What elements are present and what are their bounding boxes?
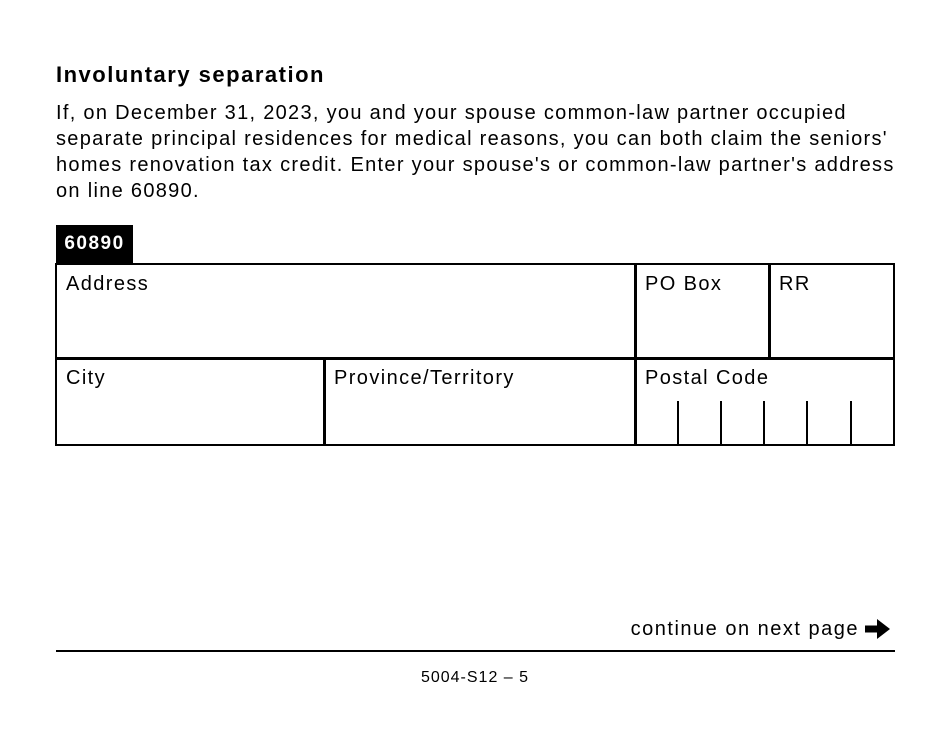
continue-text: continue on next page <box>630 617 859 640</box>
line-number-badge: 60890 <box>56 225 133 263</box>
province-field[interactable] <box>323 357 637 446</box>
province-label: Province/Territory <box>334 367 515 389</box>
postal-code-divider <box>720 401 722 444</box>
address-field[interactable] <box>55 263 637 360</box>
page-footer: 5004-S12 – 5 <box>420 669 530 686</box>
section-body: If, on December 31, 2023, you and your spouse common-law partner occupied separate principal residences for medical reasons, you can both claim the seniors' homes renovation tax credit. Enter your spouse's or common-law partner's address on line 60890. <box>56 102 895 202</box>
postal-code-divider <box>677 401 679 444</box>
city-field[interactable] <box>55 357 326 446</box>
continue-note <box>631 617 892 641</box>
rr-label: RR <box>779 273 811 295</box>
address-label: Address <box>66 273 150 295</box>
po-box-label: PO Box <box>645 273 723 295</box>
footer-rule <box>56 650 895 652</box>
postal-code-divider <box>763 401 765 444</box>
city-label: City <box>66 367 107 389</box>
postal-code-divider <box>806 401 808 444</box>
section-title: Involuntary separation <box>56 62 325 87</box>
rr-field[interactable] <box>768 263 895 360</box>
arrow-right-icon <box>864 617 892 641</box>
postal-code-label: Postal Code <box>645 367 770 389</box>
postal-code-divider <box>850 401 852 444</box>
po-box-field[interactable] <box>634 263 771 360</box>
